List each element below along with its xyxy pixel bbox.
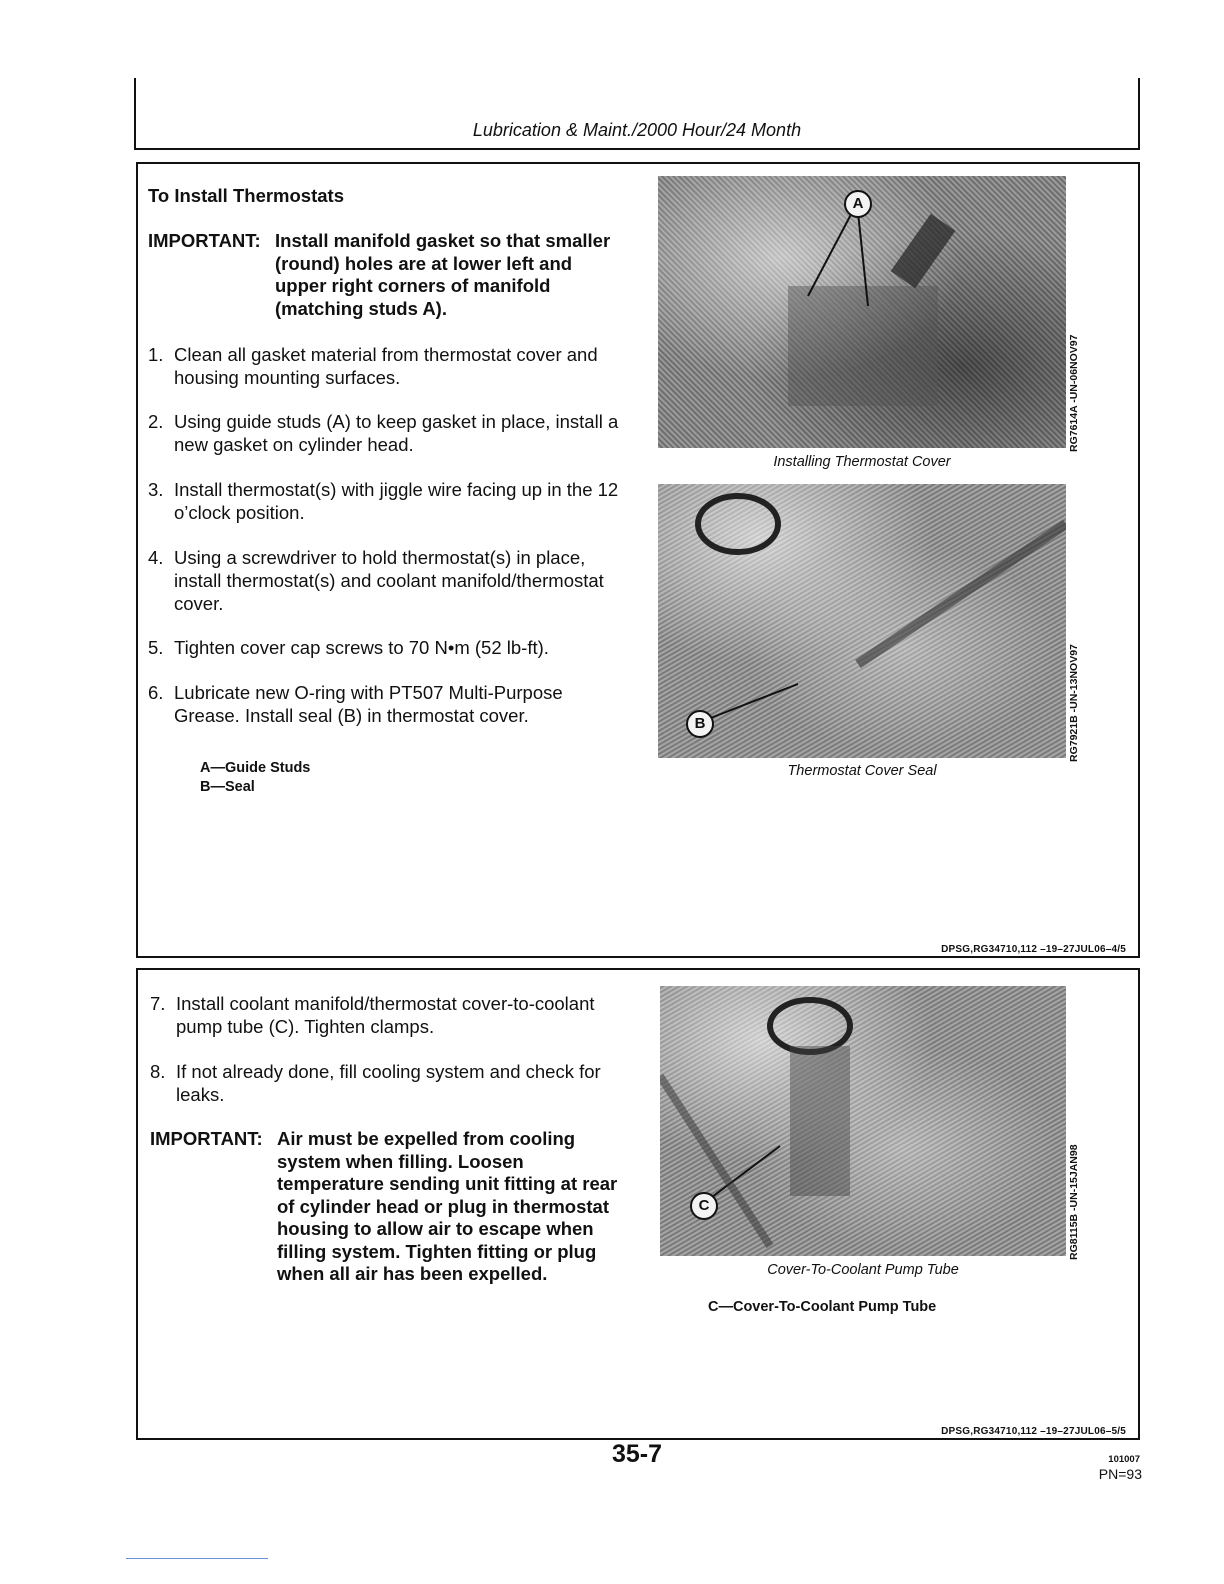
document-code: DPSG,RG34710,112 –19–27JUL06–5/5 [941, 1426, 1126, 1437]
photo-detail [658, 484, 1066, 758]
step-line: leaks. [176, 1084, 225, 1105]
step-line: cover. [174, 593, 224, 614]
callout-c: C [690, 1192, 718, 1220]
photo-installing-thermostat-cover [658, 176, 1066, 448]
step-line: Clean all gasket material from thermostat cover and [174, 344, 598, 365]
callout-b: B [686, 710, 714, 738]
footer-rule [126, 1558, 268, 1559]
step-line: Using a screwdriver to hold thermostat(s) in place, [174, 547, 586, 568]
figure-code: RG7614A -UN-06NOV97 [1068, 334, 1080, 452]
step-4 [148, 546, 638, 615]
step-number: 8. [150, 1061, 166, 1082]
step-number: 7. [150, 993, 166, 1014]
section-heading: To Install Thermostats [148, 185, 344, 206]
important-line: Install manifold gasket so that smaller [275, 230, 611, 251]
step-number: 2. [148, 411, 164, 432]
step-6 [148, 681, 638, 727]
photo-detail [660, 986, 1066, 1256]
important-line: Air must be expelled from cooling [277, 1128, 576, 1149]
legend-item: B—Seal [200, 779, 255, 795]
step-number: 5. [148, 637, 164, 658]
header-rule-right [1138, 78, 1140, 150]
legend-1 [200, 759, 310, 797]
important-line: housing to allow air to escape when [277, 1218, 594, 1239]
step-number: 4. [148, 547, 164, 568]
step-line: Grease. Install seal (B) in thermostat cover. [174, 705, 529, 726]
legend-2 [708, 1298, 936, 1317]
figure-caption: Cover-To-Coolant Pump Tube [767, 1262, 959, 1278]
step-8 [150, 1060, 640, 1106]
photo-cover-to-coolant-pump-tube [660, 986, 1066, 1256]
figure-caption: Installing Thermostat Cover [773, 454, 951, 470]
figure-code: RG7921B -UN-13NOV97 [1068, 644, 1080, 762]
step-2 [148, 410, 638, 456]
step-5 [148, 636, 638, 659]
figure-caption: Thermostat Cover Seal [787, 763, 937, 779]
important-line: temperature sending unit fitting at rear [277, 1173, 618, 1194]
important-line: system when filling. Loosen [277, 1150, 524, 1172]
figure-code: RG8115B -UN-15JAN98 [1068, 1144, 1080, 1260]
step-line: new gasket on cylinder head. [174, 434, 414, 455]
important-note [275, 230, 635, 320]
step-line: install thermostat(s) and coolant manifold/thermostat [174, 570, 604, 591]
important-line: of cylinder head or plug in thermostat [277, 1195, 610, 1217]
important-line: (round) holes are at lower left and [275, 252, 573, 274]
document-code: DPSG,RG34710,112 –19–27JUL06–4/5 [941, 944, 1126, 955]
date-code: 101007 [1108, 1454, 1140, 1465]
important-line: upper right corners of manifold [275, 275, 551, 296]
step-line: o’clock position. [174, 502, 305, 523]
step-line: If not already done, fill cooling system and check for [176, 1061, 601, 1082]
page-header-title: Lubrication & Maint./2000 Hour/24 Month [472, 120, 802, 140]
important-line: when all air has been expelled. [277, 1263, 548, 1284]
important-label: IMPORTANT: [150, 1128, 263, 1149]
photo-thermostat-cover-seal [658, 484, 1066, 758]
important-note [277, 1128, 637, 1286]
step-line: housing mounting surfaces. [174, 367, 401, 388]
legend-item: C—Cover-To-Coolant Pump Tube [708, 1299, 937, 1315]
step-3 [148, 478, 638, 524]
callout-a: A [844, 190, 872, 218]
important-line: (matching studs A). [275, 297, 447, 319]
step-number: 3. [148, 479, 164, 500]
page-number: 35-7 [612, 1440, 663, 1468]
step-line: Lubricate new O-ring with PT507 Multi-Purpose [174, 682, 563, 703]
step-line: Install thermostat(s) with jiggle wire facing up in the 12 [174, 479, 619, 500]
important-label: IMPORTANT: [148, 230, 261, 251]
step-7 [150, 992, 640, 1038]
step-line: Tighten cover cap screws to 70 N•m (52 lb-ft). [174, 637, 549, 658]
legend-item: A—Guide Studs [200, 760, 311, 776]
step-line: Using guide studs (A) to keep gasket in place, install a [174, 411, 619, 432]
step-number: 1. [148, 344, 164, 365]
header-rule-bottom [134, 148, 1140, 150]
step-line: pump tube (C). Tighten clamps. [176, 1016, 435, 1037]
important-line: filling system. Tighten fitting or plug [277, 1240, 597, 1262]
pn-code: PN=93 [1098, 1466, 1142, 1482]
step-number: 6. [148, 682, 164, 703]
step-1 [148, 343, 638, 389]
step-line: Install coolant manifold/thermostat cover-to-coolant [176, 993, 595, 1014]
